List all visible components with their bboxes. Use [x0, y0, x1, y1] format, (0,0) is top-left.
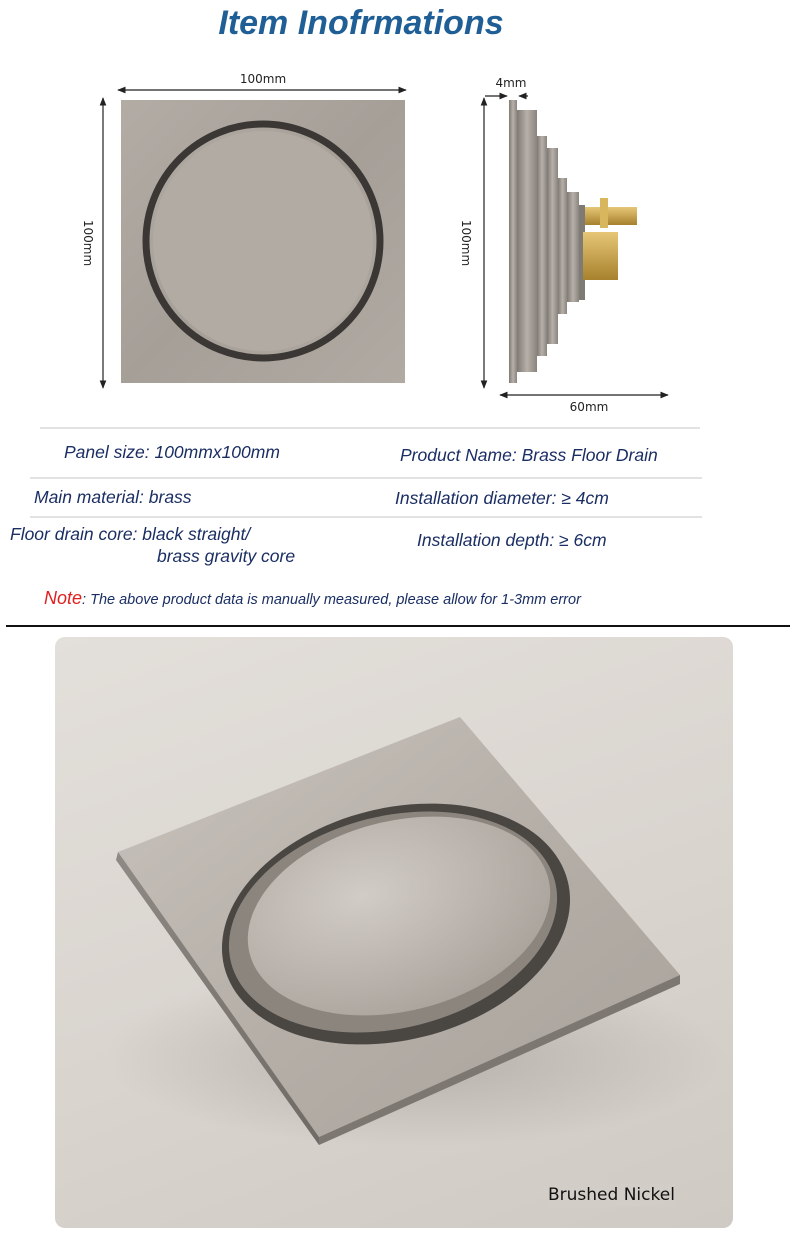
side-depth-label: 60mm — [569, 400, 609, 414]
note-lead: Note — [44, 588, 83, 608]
product-photo — [55, 637, 733, 1228]
spec-panel-size: Panel size: 100mmx100mm — [64, 442, 280, 462]
front-width-label: 100mm — [239, 72, 287, 86]
spec-divider — [30, 516, 702, 518]
page-title: Item Inofrmations — [218, 4, 504, 42]
side-thickness-label: 4mm — [495, 76, 527, 90]
drain-illustration — [55, 637, 733, 1228]
spec-divider — [40, 427, 700, 429]
finish-label: Brushed Nickel — [548, 1185, 675, 1205]
front-height-label: 100mm — [81, 219, 95, 267]
front-view-panel — [121, 100, 405, 383]
spec-install-depth: Installation depth: ≥ 6cm — [417, 530, 607, 550]
dimension-diagram — [0, 0, 790, 430]
spec-core-line2: brass gravity core — [157, 546, 296, 566]
spec-divider — [30, 477, 702, 479]
note-text — [44, 588, 581, 609]
side-height-label: 100mm — [459, 219, 473, 267]
note-body: : The above product data is manually measured, please allow for 1-3mm error — [82, 592, 581, 608]
section-separator — [6, 625, 790, 627]
spec-main-material: Main material: brass — [34, 487, 192, 507]
spec-product-name: Product Name: Brass Floor Drain — [400, 445, 658, 465]
side-view-drain — [509, 100, 637, 383]
spec-install-diameter: Installation diameter: ≥ 4cm — [395, 488, 609, 508]
spec-core-line1: Floor drain core: black straight/ — [10, 524, 251, 544]
